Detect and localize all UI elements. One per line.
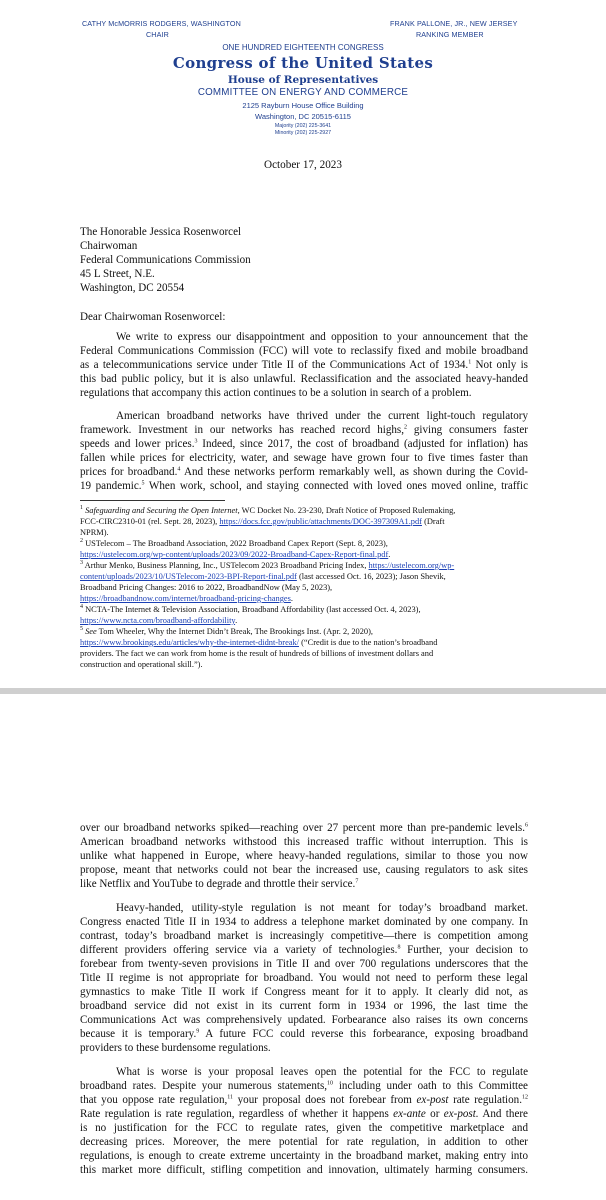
- fn-ref-3: 3: [194, 438, 198, 445]
- p4-line-1: Heavy-handed, utility-style regulation is not meant for today’s broadband market.: [116, 902, 528, 914]
- p3-line-3: unlike what happened in Europe, where heavy-handed regulations, similar to those you now: [80, 850, 528, 862]
- p1-line-1: We write to express our disappointment and opposition to your announcement that the: [116, 331, 528, 343]
- footnote-2-link[interactable]: https://ustelecom.org/wp-content/uploads/2023/09/2022-Broadband-Capex-Report-final.pdf: [80, 550, 389, 559]
- footnote-3-line-3: Broadband Pricing Changes: 2016 to 2022, BroadbandNow (May 5, 2023),: [80, 583, 333, 592]
- fn-ref-5: 5: [141, 480, 145, 487]
- ranking-member-name: FRANK PALLONE, JR., NEW JERSEY: [390, 19, 518, 28]
- footnote-2-line-1: $^2$ USTelecom – The Broadband Association, 2022 Broadband Capex Report (Sept. 8, 2023),: [80, 538, 388, 548]
- letter-date: October 17, 2023: [264, 159, 342, 171]
- chair-name: CATHY McMORRIS RODGERS, WASHINGTON: [82, 19, 241, 28]
- footnote-4-link[interactable]: https://www.ncta.com/broadband-affordability: [80, 616, 236, 625]
- p5-line-2: broadband rates. Despite your numerous statements,$^{10}$ including under oath to this Committee: [80, 1080, 528, 1092]
- footnote-5-line-1: $^5$ See Tom Wheeler, Why the Internet Didn’t Break, The Brookings Inst. (Apr. 2, 2020),: [80, 626, 373, 636]
- p4-line-6: Title II regime is not appropriate for broadband. You would not need to perform these legal: [80, 972, 528, 984]
- p2-line-4: fallen while prices for electricity, water, and sewage have grown four to five times faster than: [80, 452, 528, 464]
- p3-line-5: like Netflix and YouTube to degrade and throttle their service.$^7$: [80, 878, 359, 890]
- salutation: Dear Chairwoman Rosenworcel:: [80, 311, 226, 323]
- p5-line-1: What is worse is your proposal leaves open the potential for the FCC to regulate: [116, 1066, 528, 1078]
- footnote-5-line-3: providers. The fact we can work from home is the result of hundreds of billions of investment dollars and: [80, 649, 434, 658]
- recipient-name: The Honorable Jessica Rosenworcel: [80, 226, 242, 238]
- footnote-3-link-part-2[interactable]: content/uploads/2023/10/USTelecom-2023-BPI-Report-final.pdf: [80, 572, 297, 581]
- p5-line-3: that you oppose rate regulation,$^{11}$ your proposal does not forebear from ex-post rate regulation.$^{12}$: [80, 1094, 528, 1106]
- letter-page-2: [0, 694, 606, 1200]
- footnote-3-line-4: https://broadbandnow.com/internet/broadband-pricing-changes.: [80, 594, 293, 603]
- p2-line-3: speeds and lower prices.$^3$ Indeed, since 2017, the cost of broadband (adjusted for inflation) has: [80, 438, 528, 450]
- fn-ref-11: 11: [227, 1094, 234, 1101]
- committee-name: COMMITTEE ON ENERGY AND COMMERCE: [197, 87, 409, 98]
- footnote-3-link-part-1[interactable]: https://ustelecom.org/wp-: [368, 561, 455, 570]
- footnote-4-line-1: $^4$ NCTA-The Internet & Television Association, Broadband Affordability (last accessed Oct. 4, 2023),: [80, 604, 421, 614]
- p4-line-4: different providers offering service via a variety of technologies.$^8$ Further, your decision to: [80, 944, 528, 956]
- fn-ref-6: 6: [525, 822, 528, 829]
- recipient-title: Chairwoman: [80, 240, 138, 252]
- p5-line-8: this market more difficult, stifling competition and innovation, ultimately harming consumers.: [80, 1164, 528, 1176]
- footnote-5-line-2: https://www.brookings.edu/articles/why-the-internet-didnt-break/ (“Credit is due to the nation’s broadband: [80, 638, 438, 647]
- p1-line-3: as a telecommunications service under Title II of the Communications Act of 1934.$^1$ Not only is: [80, 359, 528, 371]
- footnote-1-line-2: FCC-CIRC2310-01 (rel. Sept. 28, 2023), https://docs.fcc.gov/public/attachments/DOC-397309A1.pdf (Draft: [80, 517, 445, 526]
- p1-line-2: Federal Communications Commission (FCC) will vote to reclassify fixed and mobile broadband: [80, 345, 528, 357]
- p4-line-8: broadband service did not exist in its current form in 1934 or 1996, the last time the: [80, 1000, 528, 1012]
- fn-ref-12: 12: [522, 1094, 528, 1101]
- footnote-3-line-1: $^3$ Arthur Menko, Business Planning, Inc., USTelecom 2023 Broadband Pricing Index, https://ustelecom.org/wp-: [80, 560, 455, 570]
- house-title: House of Representatives: [227, 74, 379, 86]
- footnote-4-line-2: https://www.ncta.com/broadband-affordability.: [80, 616, 238, 625]
- recipient-street: 45 L Street, N.E.: [80, 268, 155, 280]
- p2-line-2: framework. Investment in our networks has reached record highs,$^2$ giving consumers faster: [80, 424, 528, 436]
- p4-line-10: because it is temporary.$^9$ A future FCC could reverse this forbearance, exposing broadband: [80, 1028, 528, 1040]
- fn-ref-2: 2: [404, 424, 408, 431]
- p3-line-1: over our broadband networks spiked—reaching over 27 percent more than pre-pandemic levels.$^6$: [80, 822, 528, 834]
- p4-line-3: contrast, today’s broadband market is increasingly competitive—there is competition among: [80, 930, 528, 942]
- office-address: 2125 Rayburn House Office Building: [242, 101, 364, 110]
- footnote-2-line-2: https://ustelecom.org/wp-content/uploads/2023/09/2022-Broadband-Capex-Report-final.pdf.: [80, 550, 391, 559]
- fn-ref-7: 7: [355, 878, 359, 885]
- fn-ref-4: 4: [177, 466, 181, 473]
- recipient-agency: Federal Communications Commission: [80, 254, 251, 266]
- p1-line-5: regulations that accompany this action continues to be a solution in search of a problem.: [80, 387, 472, 399]
- p5-line-7: regulations, is enough to create extreme uncertainty in the broadband market, making entry into: [80, 1150, 528, 1162]
- p5-line-5: is no justification for the FCC to regulate rates, given the competitive marketplace and: [80, 1122, 528, 1134]
- footnote-3-line-2: content/uploads/2023/10/USTelecom-2023-BPI-Report-final.pdf (last accessed Oct. 16, 2023); Jason Shevik,: [80, 572, 446, 581]
- p5-line-4: Rate regulation is rate regulation, regardless of whether it happens ex-ante or ex-post. And there: [80, 1108, 528, 1120]
- footnote-1-link[interactable]: https://docs.fcc.gov/public/attachments/DOC-397309A1.pdf: [219, 517, 422, 526]
- footnote-3-link-2[interactable]: https://broadbandnow.com/internet/broadband-pricing-changes: [80, 594, 291, 603]
- fn-ref-8: 8: [397, 944, 401, 951]
- ranking-member-title: RANKING MEMBER: [416, 30, 484, 39]
- p4-line-11: providers to these burdensome regulations.: [80, 1042, 271, 1054]
- fn-ref-9: 9: [196, 1028, 200, 1035]
- p4-line-2: Congress enacted Title II in 1934 to address a telephone market dominated by one company. In: [80, 916, 528, 928]
- p4-line-7: gymnastics to make Title II work if Congress meant for it to apply. It clearly did not, as: [80, 986, 528, 998]
- congress-number: ONE HUNDRED EIGHTEENTH CONGRESS: [222, 43, 384, 52]
- p2-line-5: prices for broadband.$^4$ And these networks perform remarkably well, as shown during the Covid-: [80, 466, 528, 478]
- p2-line-6: 19 pandemic.$^5$ When work, school, and staying connected with loved ones moved online, traffic: [80, 480, 528, 492]
- city-address: Washington, DC 20515-6115: [255, 112, 351, 121]
- fn-ref-1: 1: [468, 359, 472, 366]
- p4-line-9: Communications Act was comprehensively updated. Forbearance also raises its own concerns: [80, 1014, 528, 1026]
- p1-line-4: this bad public policy, but it is also unlawful. Reclassification and the associated heavy-handed: [80, 373, 528, 385]
- fn-ref-10: 10: [327, 1080, 334, 1087]
- footnote-1-line-3: NPRM).: [80, 528, 109, 537]
- p2-line-1: American broadband networks have thrived under the current light-touch regulatory: [116, 410, 528, 422]
- minority-phone: Minority (202) 225-2927: [274, 130, 332, 136]
- chair-title: CHAIR: [146, 30, 169, 39]
- footnote-5-line-4: construction and operational skill.”).: [80, 660, 203, 669]
- p5-line-6: decreasing prices. Moreover, the mere potential for rate regulation, in addition to other: [80, 1136, 528, 1148]
- majority-phone: Majority (202) 225-3641: [274, 123, 332, 129]
- p3-line-4: propose, meant that networks could not bear the increased use, causing regulators to ask sites: [80, 864, 528, 876]
- p3-line-2: American broadband networks withstood this increased traffic without interruption. This is: [80, 836, 528, 848]
- footnote-5-link[interactable]: https://www.brookings.edu/articles/why-the-internet-didnt-break/: [80, 638, 300, 647]
- footnote-1-line-1: $^1$ Safeguarding and Securing the Open Internet, WC Docket No. 23-230, Draft Notice of Proposed Rulemaking,: [80, 505, 456, 515]
- footnote-separator: [80, 500, 225, 501]
- recipient-city: Washington, DC 20554: [80, 282, 185, 294]
- congress-title: Congress of the United States: [172, 54, 434, 72]
- p4-line-5: forebear from twenty-seven provisions in Title II and over 700 regulations underscores that the: [80, 958, 528, 970]
